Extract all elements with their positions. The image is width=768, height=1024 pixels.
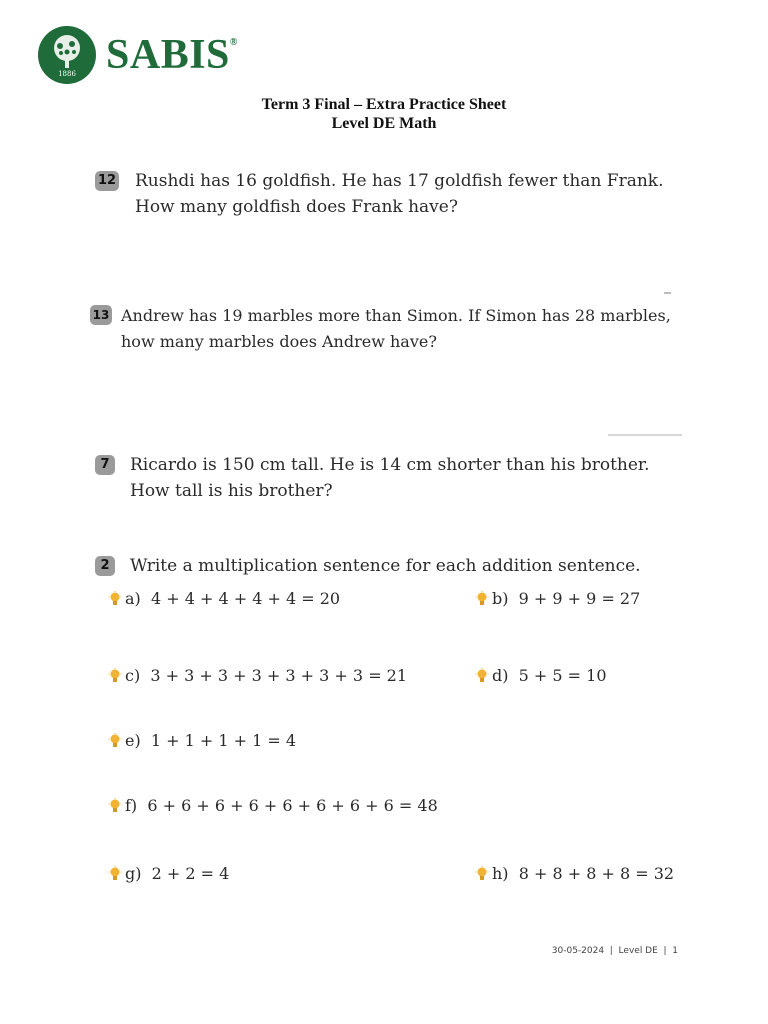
question-number-badge: 2 [95,556,115,576]
title-line-1: Term 3 Final – Extra Practice Sheet [261,96,507,113]
item-label: a) [125,589,141,608]
item-expression: 6 + 6 + 6 + 6 + 6 + 6 + 6 + 6 = 48 [147,796,438,815]
exercise-item-f [108,796,438,815]
question-line: how many marbles does Andrew have? [121,332,437,351]
item-expression: 9 + 9 + 9 = 27 [518,589,641,608]
tree-logo-icon [38,26,96,84]
page-title [0,95,768,133]
item-expression: 2 + 2 = 4 [151,864,230,883]
exercise-item-h [475,864,674,883]
lightbulb-icon [475,591,489,607]
item-label: e) [125,731,141,750]
question-line: Write a multiplication sentence for each addition sentence. [130,556,641,576]
question-number-badge: 12 [95,171,119,191]
question-line: Ricardo is 150 cm tall. He is 14 cm shorter than his brother. [130,455,650,475]
question-line: Rushdi has 16 goldfish. He has 17 goldfish fewer than Frank. [135,171,664,191]
item-label: f) [125,796,138,815]
lightbulb-icon [108,798,122,814]
logo-year: 1886 [58,70,76,78]
item-label: h) [492,864,509,883]
exercise-item-c [108,666,407,685]
brand-name [106,34,238,76]
scan-mark [608,434,682,436]
item-expression: 4 + 4 + 4 + 4 + 4 = 20 [150,589,341,608]
title-line-2: Level DE Math [331,115,437,132]
lightbulb-icon [108,733,122,749]
item-expression: 3 + 3 + 3 + 3 + 3 + 3 + 3 = 21 [150,666,408,685]
exercise-item-g [108,864,229,883]
brand-text: SABIS [106,32,230,78]
question-number-badge: 13 [90,305,112,325]
item-label: c) [125,666,141,685]
lightbulb-icon [475,866,489,882]
lightbulb-icon [108,591,122,607]
lightbulb-icon [108,866,122,882]
scan-mark [664,292,671,294]
item-expression: 1 + 1 + 1 + 1 = 4 [150,731,297,750]
item-expression: 8 + 8 + 8 + 8 = 32 [518,864,675,883]
lightbulb-icon [475,668,489,684]
exercise-item-e [108,731,296,750]
item-label: g) [125,864,142,883]
lightbulb-icon [108,668,122,684]
exercise-item-d [475,666,607,685]
item-label: d) [492,666,509,685]
item-label: b) [492,589,509,608]
page-footer: 30-05-2024 | Level DE | 1 [551,946,678,956]
question-number-badge: 7 [95,455,115,475]
question-line: How tall is his brother? [130,481,333,501]
item-expression: 5 + 5 = 10 [518,666,607,685]
question-line: How many goldfish does Frank have? [135,197,458,217]
exercise-item-b [475,589,640,608]
question-line: Andrew has 19 marbles more than Simon. If Simon has 28 marbles, [121,306,671,325]
exercise-item-a [108,589,340,608]
registered-mark: ® [229,37,238,48]
logo [38,26,238,84]
